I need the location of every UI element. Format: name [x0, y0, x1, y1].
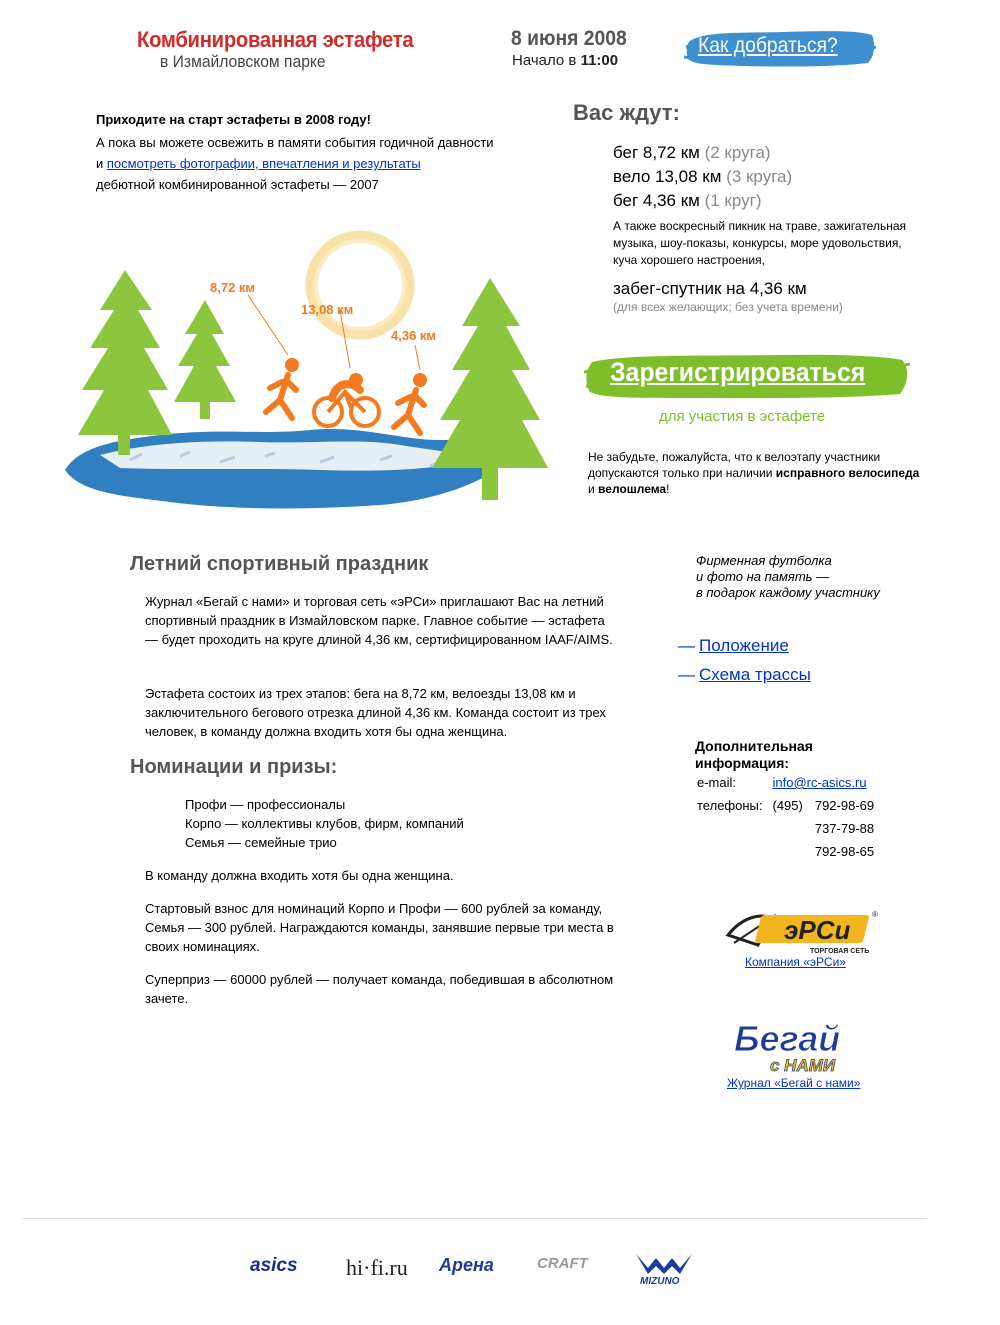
event-date: 8 июня 2008	[511, 27, 627, 50]
dash: —	[678, 665, 695, 684]
event-subtitle: в Измайловском парке	[160, 52, 326, 71]
runner-icon-2	[394, 373, 427, 433]
waiting-item-note: (2 круга)	[704, 143, 771, 162]
route-map-link[interactable]: Схема трассы	[699, 665, 811, 684]
phone-code: (495)	[772, 798, 803, 813]
intro-line1: А пока вы можете освежить в памяти события годичной давности	[96, 135, 494, 150]
bike-note-text: Не забудьте, пожалуйста, что к велоэтапу участники допускаются только при наличии	[588, 450, 881, 480]
sponsor-craft[interactable]: CRAFT	[537, 1255, 588, 1272]
gift-line: и фото на память —	[696, 569, 830, 584]
list-item: Семья — семейные трио	[185, 835, 337, 850]
nominations-title: Номинации и призы:	[130, 756, 338, 778]
bike-note-end: !	[666, 482, 670, 496]
summer-title: Летний спортивный праздник	[130, 553, 429, 575]
svg-text:Бегай: Бегай	[734, 1018, 841, 1059]
phones-label: телефоны:	[697, 798, 763, 813]
waiting-list	[613, 141, 792, 213]
tree-icon-right	[432, 278, 548, 500]
gift-line: Фирменная футболка	[696, 553, 832, 568]
nominations-p4: Стартовый взнос для номинаций Корпо и Профи — 600 рублей за команду, Семья — 300 рублей. Награждаются команды, занявшие первые три места в своих номинациях.	[145, 901, 614, 954]
phone-number: 792-98-69	[814, 798, 875, 813]
list-item: Профи — профессионалы	[185, 797, 346, 812]
regulations-link[interactable]: Положение	[699, 636, 789, 655]
sponsor-mizuno[interactable]	[634, 1250, 694, 1286]
nominations-list	[185, 795, 464, 852]
start-time: 11:00	[580, 52, 619, 69]
intro-text	[96, 132, 536, 195]
sponsor-asics[interactable]: asics	[250, 1255, 298, 1276]
run-with-us-link[interactable]: Журнал «Бегай с нами»	[727, 1076, 861, 1090]
cyclist-icon	[314, 373, 379, 426]
waiting-item-note: (3 круга)	[726, 167, 793, 186]
label-run2: 4,36 км	[391, 328, 437, 343]
bike-note-and: и	[588, 482, 595, 496]
satellite-title: забег-спутник на 4,36 км	[613, 279, 807, 298]
sun-icon	[310, 235, 410, 335]
rc-company-link[interactable]: Компания «эРСи»	[745, 955, 846, 969]
bike-note-bold2: велошлема	[598, 482, 667, 496]
email-label: e-mail:	[697, 775, 737, 790]
svg-text:®: ®	[872, 910, 878, 919]
nominations-p5: Суперприз — 60000 рублей — получает команда, победившая в абсолютном зачете.	[145, 972, 614, 1006]
satellite-note: (для всех желающих; без учета времени)	[613, 300, 843, 314]
howto-link[interactable]: Как добраться?	[698, 34, 838, 57]
relay-illustration	[60, 230, 560, 520]
gift-line: в подарок каждому участнику	[696, 585, 880, 600]
label-run1: 8,72 км	[210, 280, 256, 295]
summer-p2: Эстафета состоих из трех этапов: бега на 8,72 км, велоезды 13,08 км и заключительного бегового отрезка длиной 4,36 км. Команда состоит из трех человек, в команду должна входить хотя бы одна женщина.	[145, 686, 606, 739]
sponsor-arena[interactable]: Арена	[439, 1255, 494, 1275]
regulations-item	[678, 636, 789, 656]
picnic-text: А также воскресный пикник на траве, зажигательная музыка, шоу-показы, конкурсы, море удовольствия, куча хорошего настроения,	[613, 219, 907, 267]
svg-text:MIZUNO: MIZUNO	[640, 1276, 680, 1286]
list-item: Корпо — коллективы клубов, фирм, компаний	[185, 816, 464, 831]
sponsor-hifi[interactable]: hi·fi.ru	[346, 1255, 408, 1280]
intro-line2-prefix: и	[96, 156, 104, 171]
runner-icon-1	[266, 358, 299, 418]
run-with-us-logo[interactable]	[730, 1017, 872, 1075]
photos-results-link[interactable]: посмотреть фотографии, впечатления и результаты	[106, 156, 421, 171]
event-title: Комбинированная эстафета	[137, 27, 414, 52]
route-map-item	[678, 665, 811, 685]
tree-icon-middle	[174, 300, 236, 419]
gift-text	[696, 553, 936, 601]
waiting-item	[613, 189, 792, 213]
info-title	[695, 738, 813, 772]
bike-note-bold1: исправного велосипеда	[775, 466, 920, 480]
svg-text:эРСи: эРСи	[784, 915, 851, 945]
intro-headline: Приходите на старт эстафеты в 2008 году!	[96, 112, 371, 127]
tree-icon-left	[78, 270, 172, 455]
footer-divider	[23, 1218, 927, 1219]
rc-logo[interactable]	[724, 905, 882, 957]
event-start	[512, 52, 618, 69]
svg-text:с НАМИ: с НАМИ	[770, 1056, 836, 1075]
waiting-item-label: вело 13,08 км	[613, 167, 722, 186]
nominations-p3: В команду должна входить хотя бы одна женщина.	[145, 868, 454, 883]
dash: —	[678, 636, 695, 655]
summer-p1: Журнал «Бегай с нами» и торговая сеть «эРСи» приглашают Вас на летний спортивный праздник в Измайловском парке. Главное событие — эстафета — будет проходить на круге длиной 4,36 км, сертифицированном IAAF/AIMS.	[145, 594, 613, 647]
waiting-item	[613, 141, 792, 165]
contact-table	[697, 775, 878, 867]
register-button[interactable]: Зарегистрироваться	[610, 357, 866, 387]
waiting-item-label: бег 4,36 км	[613, 191, 700, 210]
phone-number: 792-98-65	[814, 844, 875, 859]
email-link[interactable]: info@rc-asics.ru	[772, 775, 867, 790]
info-title-line: информация:	[695, 755, 790, 771]
phone-number: 737-79-88	[814, 821, 875, 836]
svg-text:ТОРГОВАЯ СЕТЬ: ТОРГОВАЯ СЕТЬ	[810, 948, 870, 955]
waiting-item	[613, 165, 792, 189]
start-label: Начало в	[512, 52, 577, 69]
intro-line3: дебютной комбинированной эстафеты — 2007	[96, 177, 379, 192]
label-bike: 13,08 км	[301, 302, 354, 317]
info-title-line: Дополнительная	[695, 738, 813, 754]
waiting-title: Вас ждут:	[573, 100, 680, 125]
register-sub: для участия в эстафете	[659, 408, 826, 425]
intro-line2	[96, 153, 536, 174]
waiting-item-note: (1 круг)	[704, 191, 762, 210]
bike-note	[588, 449, 928, 497]
waiting-item-label: бег 8,72 км	[613, 143, 700, 162]
